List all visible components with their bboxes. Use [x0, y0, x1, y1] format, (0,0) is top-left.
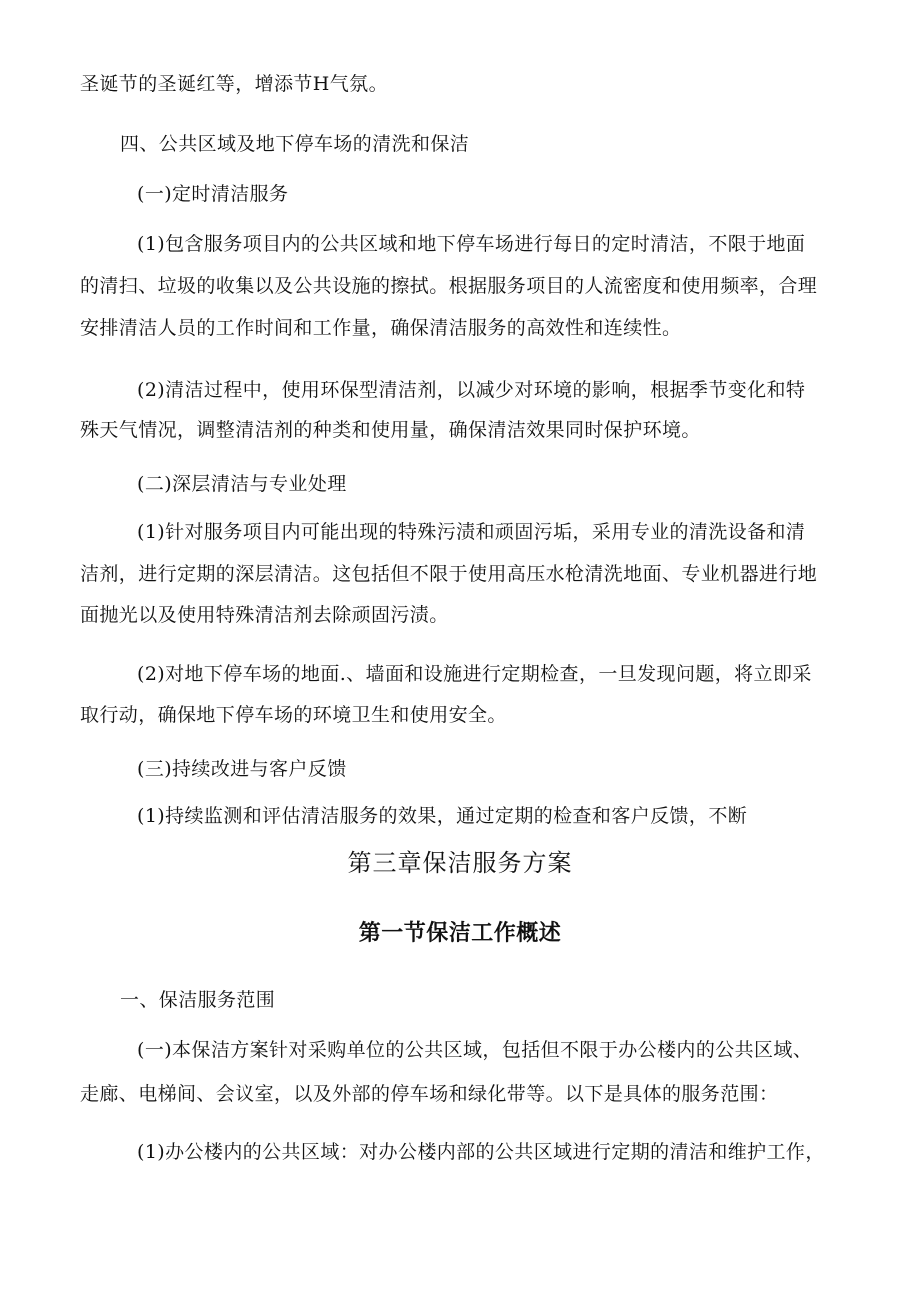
paragraph-line: (1)持续监测和评估清洁服务的效果，通过定期的检查和客户反馈，不断: [137, 805, 748, 827]
paragraph-line: 面抛光以及使用特殊清洁剂去除顽固污渍。: [80, 604, 449, 626]
paragraph-line: (2)清洁过程中，使用环保型清洁剂，以减少对环境的影响，根据季节变化和特: [137, 379, 806, 401]
paragraph-line: (1)包含服务项目内的公共区域和地下停车场进行每日的定时清洁，不限于地面: [137, 233, 806, 255]
paragraph-line: 圣诞节的圣诞红等，增添节H气氛。: [80, 73, 388, 95]
chapter-title: 第三章保洁服务方案: [347, 849, 573, 877]
heading-public-areas-cleaning: 四、公共区域及地下停车场的清洗和保洁: [120, 133, 470, 155]
subheading-deep-cleaning: (二)深层清洁与专业处理: [137, 473, 347, 495]
subheading-scheduled-cleaning: (一)定时清洁服务: [137, 183, 289, 205]
paragraph-line: (1)办公楼内的公共区域：对办公楼内部的公共区域进行定期的清洁和维护工作，: [137, 1141, 825, 1163]
subheading-continuous-improvement: (三)持续改进与客户反馈: [137, 758, 347, 780]
paragraph-line: 取行动，确保地下停车场的环境卫生和使用安全。: [80, 704, 507, 726]
paragraph-line: 洁剂，进行定期的深层清洁。这包括但不限于使用高压水枪清洗地面、专业机器进行地: [80, 563, 818, 585]
paragraph-line: 安排清洁人员的工作时间和工作量，确保清洁服务的高效性和连续性。: [80, 317, 682, 339]
paragraph-line: (1)针对服务项目内可能出现的特殊污渍和顽固污垢，采用专业的清洗设备和清: [137, 521, 806, 543]
section-title: 第一节保洁工作概述: [358, 921, 562, 946]
heading-service-scope: 一、保洁服务范围: [120, 989, 276, 1011]
paragraph-line: (一)本保洁方案针对采购单位的公共区域，包括但不限于办公楼内的公共区域、: [137, 1039, 813, 1061]
paragraph-line: 殊天气情况，调整清洁剂的种类和使用量，确保清洁效果同时保护环境。: [80, 419, 701, 441]
paragraph-line: (2)对地下停车场的地面.、墙面和设施进行定期检查，一旦发现问题，将立即采: [137, 663, 812, 685]
paragraph-line: 走廊、电梯间、会议室，以及外部的停车场和绿化带等。以下是具体的服务范围：: [80, 1083, 779, 1105]
paragraph-line: 的清扫、垃圾的收集以及公共设施的擦拭。根据服务项目的人流密度和使用频率，合理: [80, 275, 818, 297]
